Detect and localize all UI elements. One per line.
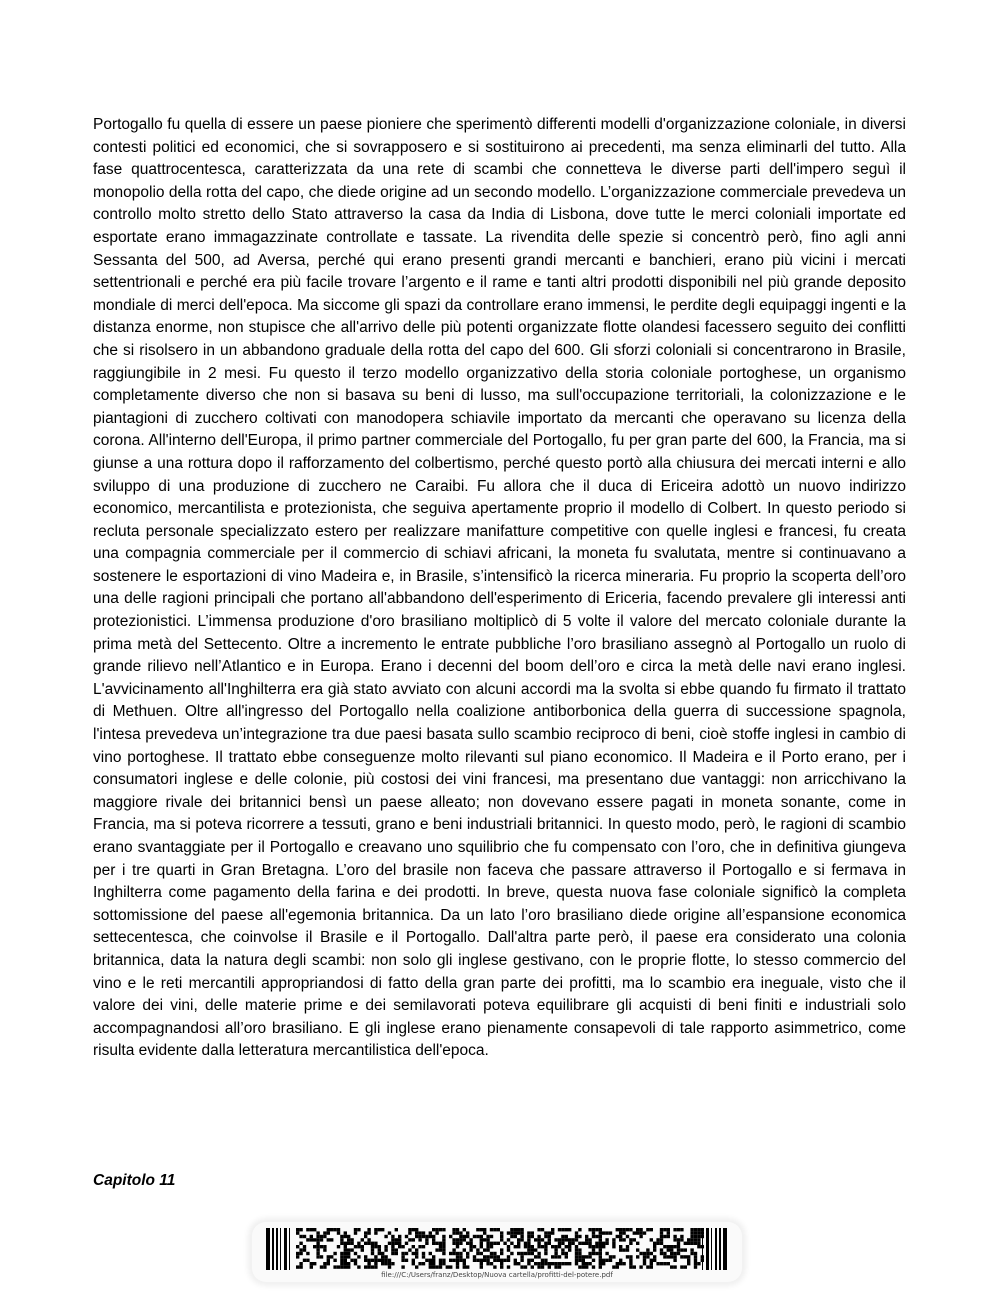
footer-barcode	[252, 1222, 742, 1282]
chapter-heading: Capitolo 11	[93, 1172, 176, 1189]
barcode-icon	[266, 1226, 728, 1272]
file-path: file:///C:/Users/franz/Desktop/Nuova cartella/profitti-del-potere.pdf	[381, 1271, 613, 1279]
body-paragraph: Portogallo fu quella di essere un paese pioniere che sperimentò differenti modelli d'organizzazione coloniale, in diversi contesti politici ed economici, che si sovrapposero e si sostituirono ai precedenti, ma senza eliminarli del tutto. Alla fase quattrocentesca, caratterizzata da una rete di scambi che connetteva le diverse parti dell'impero seguì il monopolio della rotta del capo, che diede origine ad un secondo modello. L’organizzazione commerciale prevedeva un controllo molto stretto dello Stato attraverso la casa da India di Lisbona, dove tutte le merci coloniali importate ed esportate erano immagazzinate controllate e tassate. La rivendita delle spezie si concentrò però, fino agli anni Sessanta del 500, ad Aversa, perché qui erano presenti grandi mercanti e banchieri, erano più vicini i mercati settentrionali e perché era più facile trovare l’argento e il rame e tanti altri prodotti disponibili nel più grande deposito mondiale di merci dell'epoca. Ma siccome gli spazi da controllare erano immensi, le perdite degli equipaggi ingenti e la distanza enorme, non stupisce che all'arrivo delle più potenti organizzate flotte olandesi facessero seguito dei conflitti che si risolsero in un abbandono graduale della rotta del capo del 600. Gli sforzi coloniali si concentrarono in Brasile, raggiungibile in 2 mesi. Fu questo il terzo modello organizzativo della storia coloniale portoghese, un organismo completamente diverso che non si basava su beni di lusso, ma sull'occupazione territoriali, la colonizzazione e le piantagioni di zucchero coltivati con manodopera schiavile importato da mercanti che operavano su licenza della corona. All'interno dell'Europa, il primo partner commerciale del Portogallo, fu per gran parte del 600, la Francia, ma si giunse a una rottura dopo il rafforzamento del colbertismo, perché questo portò alla chiusura dei mercati interni e allo sviluppo di una produzione di zucchero ne Caraibi. Fu allora che il duca di Ericeira adottò un nuovo indirizzo economico, mercantilista e protezionista, che seguiva apertamente proprio il modello di Colbert. In questo periodo si recluta personale specializzato estero per realizzare manifatture competitive con quelle inglesi e francesi, fu creata una compagnia commerciale per il commercio di schiavi africani, la moneta fu svalutata, mentre si continuavano a sostenere le esportazioni di vino Madeira e, in Brasile, s’intensificò la ricerca mineraria. Fu proprio la scoperta dell’oro una delle ragioni principali che portano all'abbandono dell'esperimento di Ericeria, facendo prevalere gli interessi anti protezionistici. L’immensa produzione d'oro brasiliano moltiplicò di 5 volte il valore del mercato coloniale durante la prima metà del Settecento. Oltre a incremento le entrate pubbliche l’oro brasiliano assegnò al Portogallo un ruolo di grande rilievo nell’Atlantico e in Europa. Erano i decenni del boom dell’oro e circa la metà delle navi erano inglesi. L'avvicinamento all'Inghilterra era già stato avviato con alcuni accordi ma la svolta si ebbe quando fu firmato il trattato di Methuen. Oltre all'ingresso del Portogallo nella coalizione antiborbonica della guerra di successione spagnola, l'intesa prevedeva un’integrazione tra due paesi basata sullo scambio reciproco di beni, cioè stoffe inglesi in cambio di vino portoghese. Il trattato ebbe conseguenze molto rilevanti sul piano economico. Il Madeira e il Porto erano, per i consumatori inglese e delle colonie, più costosi dei vini francesi, ma presentano due vantaggi: non arricchivano la maggiore rivale dei britannici bensì un paese alleato; non dovevano essere pagati in moneta sonante, come in Francia, ma si poteva ricorrere a tessuti, grano e beni industriali britannici. In questo modo, però, le ragioni di scambio erano svantaggiate per il Portogallo e creavano uno squilibrio che fu compensato con l’oro, che in definitiva giungeva per i tre quarti in Gran Bretagna. L’oro del brasile non faceva che passare attraverso il Portogallo e si fermava in Inghilterra come pagamento della farina e dei prodotti. In breve, questa nuova fase coloniale significò la completa sottomissione del paese all'egemonia britannica. Da un lato l’oro brasiliano diede origine all’espansione economica settecentesca, che coinvolse il Brasile e il Portogallo. Dall'altra parte però, il paese era considerato una colonia britannica, data la natura degli scambi: non solo gli inglese gestivano, con le proprie flotte, lo stesso commercio del vino e le reti mercantili appropriandosi di fatto della gran parte dei profitti, ma lo scambio era ineguale, visto che il valore dei vini, delle materie prime e dei semilavorati poteva equilibrare gli acquisti di beni finiti e industriali solo accompagnandosi all’oro brasiliano. E gli inglese erano pienamente consapevoli di tale rapporto asimmetrico, come risulta evidente dalla letteratura mercantilistica dell'epoca.	[93, 116, 906, 1060]
document-body	[93, 114, 906, 1063]
